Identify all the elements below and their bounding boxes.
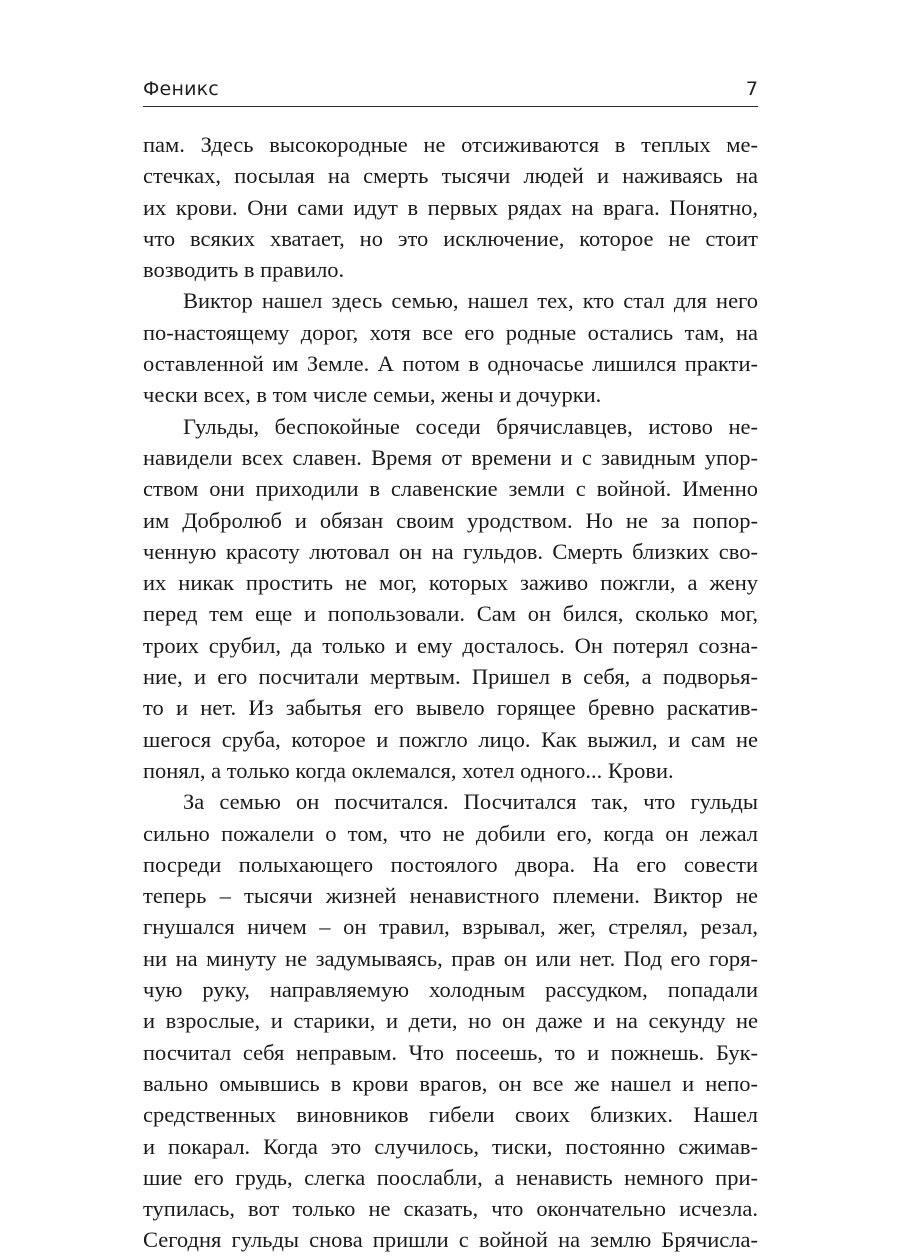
text-line: их крови. Они сами идут в первых рядах на врага. Понятно, (143, 194, 758, 220)
text-line: посчитал себя неправым. Что посеешь, то и пожнешь. Бук- (143, 1039, 758, 1065)
page-number: 7 (745, 78, 758, 100)
text-line: Сегодня гульды снова пришли с войной на землю Брячисла- (143, 1227, 758, 1253)
text-line: ством они приходили в славенские земли с войной. Именно (143, 476, 758, 502)
text-line: пам. Здесь высокородные не отсиживаются в теплых ме- (143, 132, 758, 157)
text-line: посреди полыхающего постоялого двора. На его совести (143, 851, 758, 877)
text-line: стечках, посылая на смерть тысячи людей и наживаясь на (143, 163, 758, 189)
text-line: За семью он посчитался. Посчитался так, что гульды (183, 789, 758, 815)
running-header (143, 76, 758, 104)
text-line: навидели всех славен. Время от времени и с завидным упор- (143, 444, 758, 470)
text-line: им Добролюб и обязан своим уродством. Но не за попор- (143, 507, 758, 533)
text-line: и взрослые, и старики, и дети, но он даже и на секунду не (143, 1008, 758, 1034)
text-line: что всяких хватает, но это исключение, которое не стоит (143, 225, 758, 251)
text-line: возводить в правило. (143, 257, 345, 283)
text-line: шегося сруба, которое и пожгло лицо. Как выжил, и сам не (143, 726, 758, 752)
text-line: шие его грудь, слегка поослабли, а ненависть немного при- (143, 1164, 758, 1190)
text-line: теперь – тысячи жизней ненавистного племени. Виктор не (143, 883, 758, 909)
body-text (143, 129, 758, 1256)
paragraph (143, 285, 758, 410)
text-line: по-настоящему дорог, хотя все его родные остались там, на (143, 319, 758, 345)
text-line: их никак простить не мог, которых заживо пожгли, а жену (143, 570, 758, 596)
book-title: Феникс (143, 78, 219, 100)
text-line: оставленной им Земле. А потом в одночасье лишился практи- (143, 351, 758, 377)
text-line: чески всех, в том числе семьи, жены и дочурки. (143, 382, 602, 408)
text-line: перед тем еще и попользовали. Сам он бился, сколько мог, (143, 601, 758, 627)
text-line: и покарал. Когда это случилось, тиски, постоянно сжимав- (143, 1133, 758, 1159)
header-divider (143, 106, 758, 107)
text-line: ни на минуту не задумываясь, прав он или нет. Под его горя- (143, 945, 758, 971)
text-line: Виктор нашел здесь семью, нашел тех, кто стал для него (183, 288, 758, 314)
text-line: гнушался ничем – он травил, взрывал, жег, стрелял, резал, (143, 914, 758, 940)
text-line: тупилась, вот только не сказать, что окончательно исчезла. (143, 1196, 758, 1222)
text-line: сильно пожалели о том, что не добили его, когда он лежал (143, 820, 758, 846)
paragraph (143, 411, 758, 787)
text-line: понял, а только когда оклемался, хотел одного... Крови. (143, 757, 674, 783)
text-line: Гульды, беспокойные соседи брячиславцев, истово не- (183, 413, 758, 439)
text-line: вально омывшись в крови врагов, он все же нашел и непо- (143, 1070, 758, 1096)
text-line: чую руку, направляемую холодным рассудком, попадали (143, 977, 758, 1003)
text-line: троих срубил, да только и ему досталось. Он потерял созна- (143, 632, 758, 658)
text-line: ченную красоту лютовал он на гульдов. Смерть близких сво- (143, 538, 758, 564)
paragraph (143, 129, 758, 285)
text-line: то и нет. Из забытья его вывело горящее бревно раскатив- (143, 695, 758, 721)
text-line: ние, и его посчитали мертвым. Пришел в себя, а подворья- (143, 664, 758, 690)
text-line: средственных виновников гибели своих близких. Нашел (143, 1102, 758, 1128)
paragraph (143, 786, 758, 1255)
